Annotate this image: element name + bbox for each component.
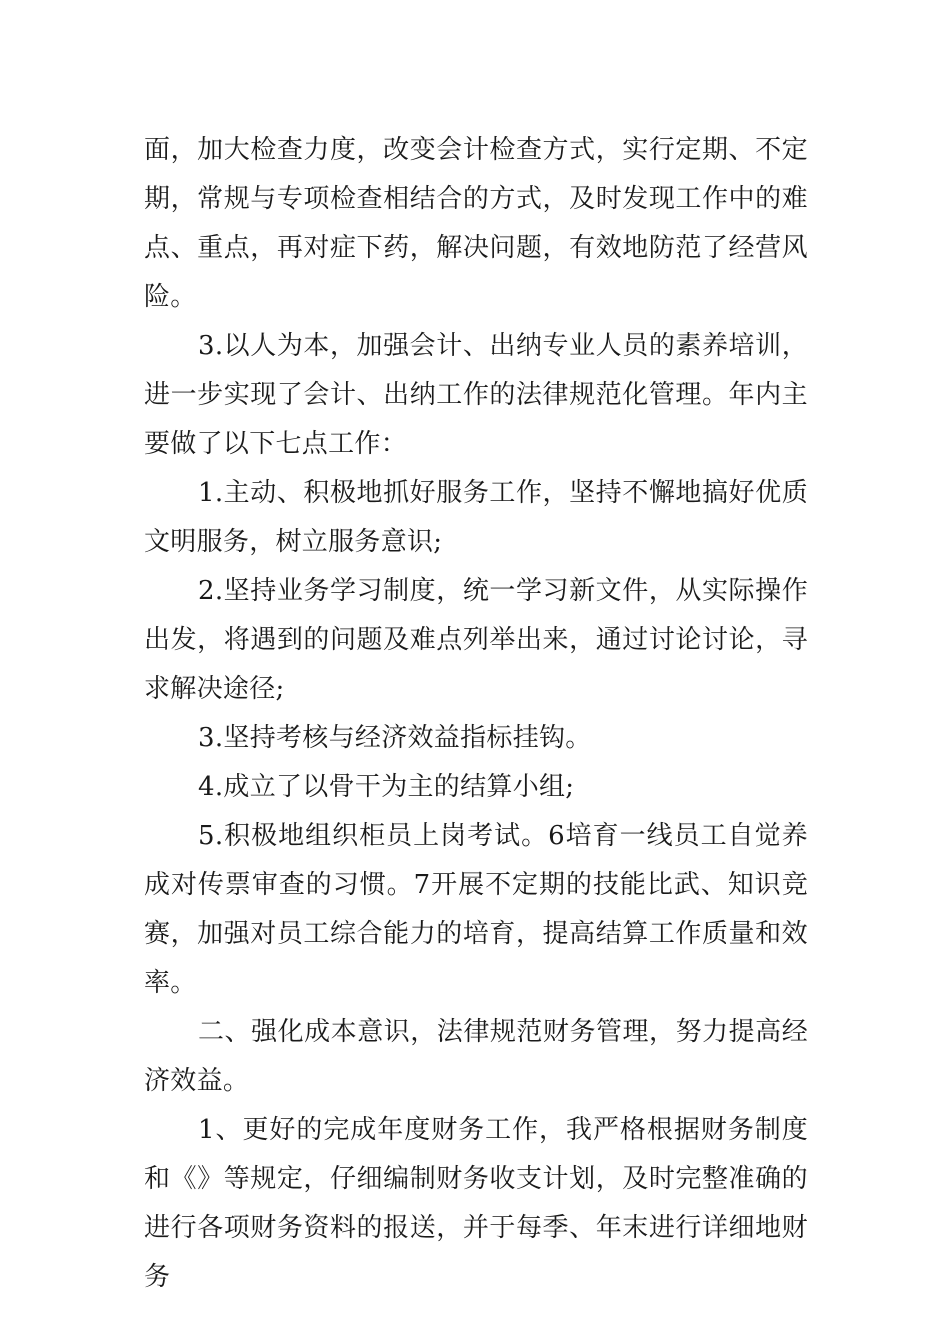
paragraph-subitem-3: 3.坚持考核与经济效益指标挂钩。 <box>198 723 592 753</box>
paragraph-continued: 面，加大检查力度，改变会计检查方式，实行定期、不定期，常规与专项检查相结合的方式，及时发现工作中的难点、重点，再对症下药，解决问题，有效地防范了经营风险。 <box>144 135 808 312</box>
paragraph-item-3: 3.以人为本，加强会计、出纳专业人员的素养培训，进一步实现了会计、出纳工作的法律规范化管理。年内主要做了以下七点工作： <box>144 331 808 459</box>
paragraph-subitem-5: 5.积极地组织柜员上岗考试。6培育一线员工自觉养成对传票审查的习惯。7开展不定期的技能比武、知识竞赛，加强对员工综合能力的培育，提高结算工作质量和效率。 <box>144 821 808 998</box>
paragraph-section2-item-1: 1、更好的完成年度财务工作，我严格根据财务制度和《》等规定，仔细编制财务收支计划，及时完整准确的进行各项财务资料的报送，并于每季、年末进行详细地财务 <box>144 1115 808 1292</box>
paragraph-subitem-1: 1.主动、积极地抓好服务工作，坚持不懈地搞好优质文明服务，树立服务意识; <box>144 478 808 557</box>
section-heading-2: 二、强化成本意识，法律规范财务管理，努力提高经济效益。 <box>144 1017 808 1096</box>
document-body <box>144 126 808 1302</box>
paragraph-subitem-2: 2.坚持业务学习制度，统一学习新文件，从实际操作出发，将遇到的问题及难点列举出来，通过讨论讨论，寻求解决途径; <box>144 576 808 704</box>
paragraph-subitem-4: 4.成立了以骨干为主的结算小组; <box>198 772 575 802</box>
